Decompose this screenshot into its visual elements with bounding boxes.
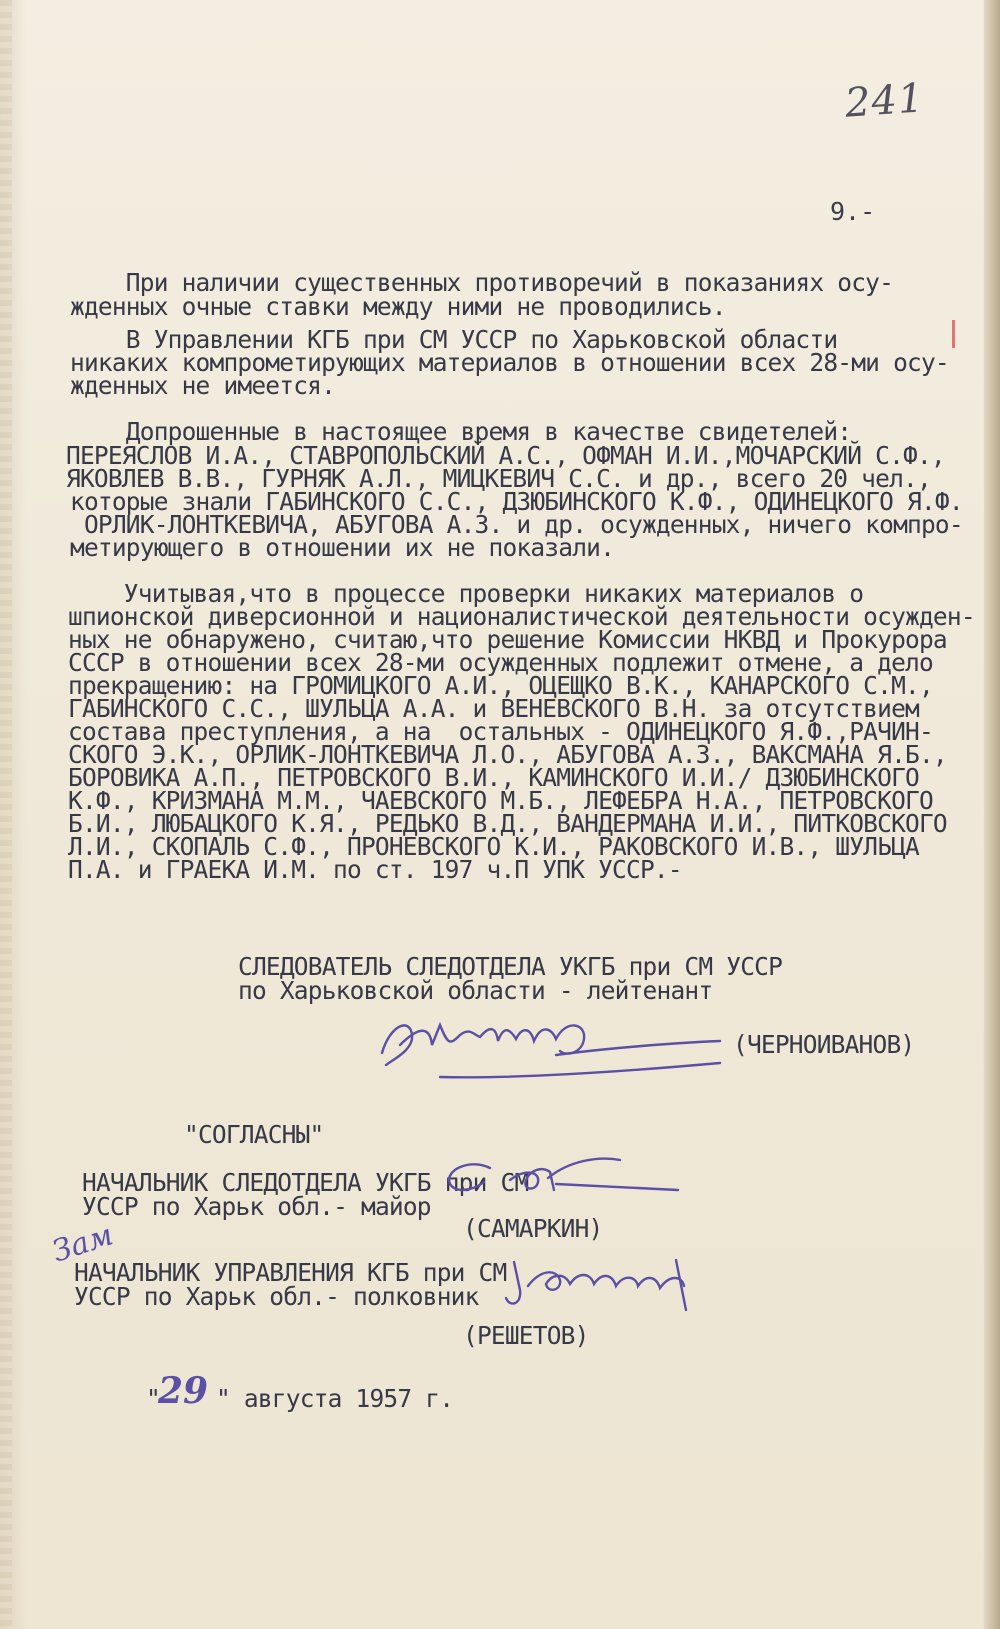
date-rest: " августа 1957 г.	[216, 1384, 454, 1413]
handwritten-signature-reshetov	[500, 1250, 720, 1320]
agreed-heading: "СОГЛАСНЫ"	[184, 1120, 324, 1149]
text-line: которые знали ГАБИНСКОГО С.С., ДЗЮБИНСКОГО К.Ф., ОДИНЕЦКОГО Я.Ф.	[70, 487, 963, 516]
signatory-title: СЛЕДОВАТЕЛЬ СЛЕДОТДЕЛА УКГБ при СМ УССР	[238, 952, 783, 981]
signatory-name: (ЧЕРНОИВАНОВ)	[733, 1030, 915, 1059]
date-open-quote: "	[146, 1384, 160, 1413]
page-number: 9.-	[830, 197, 876, 226]
page-edge	[984, 0, 1000, 1629]
text-line: В Управлении КГБ при СМ УССР по Харьковской области	[70, 325, 838, 354]
text-line: ГАБИНСКОГО С.С., ШУЛЬЦА А.А. и ВЕНЕВСКОГО В.Н. за отсутствием	[68, 694, 919, 723]
binding-edge	[0, 0, 12, 1629]
approver-title: УССР по Харьк обл.- полковник	[74, 1282, 479, 1311]
approver-name: (САМАРКИН)	[463, 1214, 603, 1243]
approver-title: УССР по Харьк обл.- майор	[82, 1192, 431, 1221]
text-line: прекращению: на ГРОМИЦКОГО А.И., ОЦЕЩКО В.К., КАНАРСКОГО С.М.,	[68, 671, 933, 700]
text-line: БОРОВИКА А.П., ПЕТРОВСКОГО В.И., КАМИНСКОГО И.И./ ДЗЮБИНСКОГО	[68, 763, 919, 792]
handwritten-prefix: Зам	[48, 1217, 118, 1270]
text-line: жденных не имеется.	[70, 371, 336, 400]
text-line: ОРЛИК-ЛОНТКЕВИЧА, АБУГОВА А.З. и др. осужденных, ничего компро-	[70, 510, 963, 539]
text-line: ЯКОВЛЕВ В.В., ГУРНЯК А.Л., МИЦКЕВИЧ С.С. и др., всего 20 чел.,	[66, 464, 931, 493]
text-line: П.А. и ГРАЕКА И.М. по ст. 197 ч.П УПК УССР.-	[68, 855, 682, 884]
approver-title: НАЧАЛЬНИК СЛЕДОТДЕЛА УКГБ при СМ	[82, 1168, 529, 1197]
approver-title: НАЧАЛЬНИК УПРАВЛЕНИЯ КГБ при СМ	[74, 1258, 507, 1287]
text-line: шпионской диверсионной и националистической деятельности осужден-	[68, 602, 975, 631]
text-line: К.Ф., КРИЗМАНА М.М., ЧАЕВСКОГО М.Б., ЛЕФЕБРА Н.А., ПЕТРОВСКОГО	[68, 786, 933, 815]
text-line: никаких компрометирующих материалов в отношении всех 28-ми осу-	[70, 348, 949, 377]
handwritten-signature-samarkin	[430, 1150, 690, 1220]
red-pencil-mark	[952, 320, 955, 348]
text-line: метирующего в отношении их не показали.	[70, 533, 615, 562]
signatory-title: по Харьковской области - лейтенант	[238, 976, 713, 1005]
folio-number: 241	[843, 75, 926, 127]
text-line: Допрошенные в настоящее время в качестве свидетелей:	[70, 417, 852, 446]
text-line: ных не обнаружено, считаю,что решение Комиссии НКВД и Прокурора	[68, 625, 947, 654]
text-line: СКОГО Э.К., ОРЛИК-ЛОНТКЕВИЧА Л.О., АБУГОВА А.З., ВАКСМАНА Я.Б.,	[68, 740, 947, 769]
date-day-handwritten: 29	[158, 1370, 209, 1412]
text-line: Учитывая,что в процессе проверки никаких материалов о	[68, 579, 864, 608]
text-line: Б.И., ЛЮБАЦКОГО К.Я., РЕДЬКО В.Д., ВАНДЕРМАНА И.И., ПИТКОВСКОГО	[68, 809, 947, 838]
text-line: СССР в отношении всех 28-ми осужденных подлежит отмене, а дело	[68, 648, 933, 677]
handwritten-signature-chernoivanov	[370, 1005, 730, 1085]
text-line: ПЕРЕЯСЛОВ И.А., СТАВРОПОЛЬСКИЙ А.С., ОФМАН И.И.,МОЧАРСКИЙ С.Ф.,	[66, 441, 945, 470]
text-line: Л.И., СКОПАЛЬ С.Ф., ПРОНЕВСКОГО К.И., РАКОВСКОГО И.В., ШУЛЬЦА	[68, 832, 919, 861]
text-line: При наличии существенных противоречий в показаниях осу-	[70, 268, 894, 297]
text-line: жденных очные ставки между ними не проводились.	[70, 292, 726, 321]
approver-name: (РЕШЕТОВ)	[463, 1321, 589, 1350]
text-line: состава преступления, а на остальных - ОДИНЕЦКОГО Я.Ф.,РАЧИН-	[68, 717, 933, 746]
